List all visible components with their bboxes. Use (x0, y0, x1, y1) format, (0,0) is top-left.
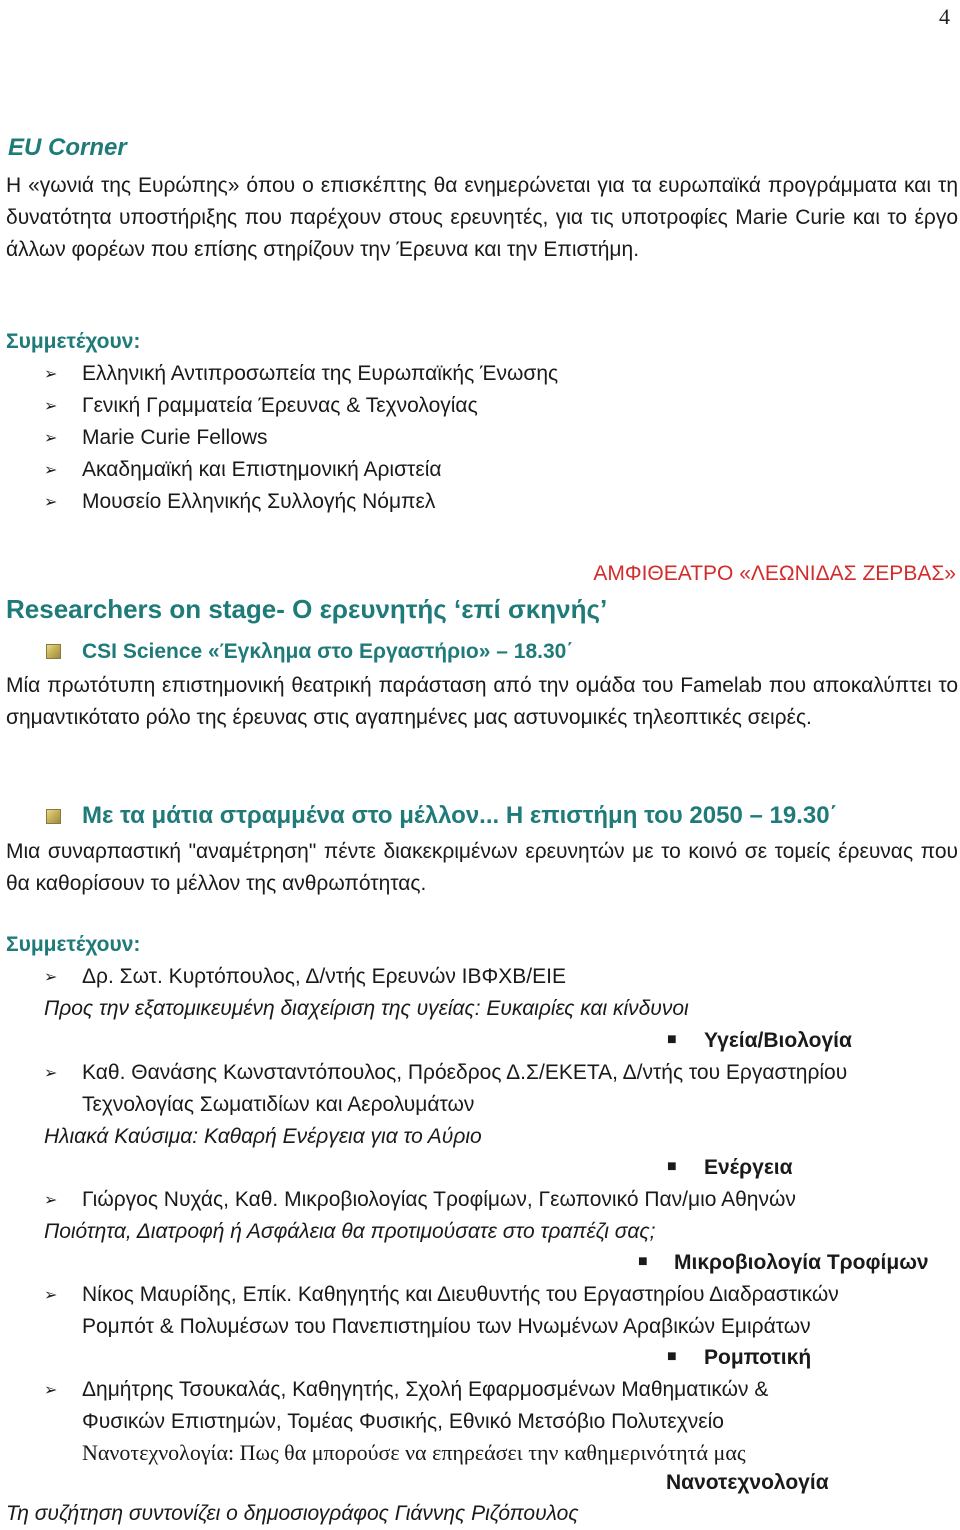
speaker-4-field: Ρομποτική (704, 1346, 812, 1369)
square-bullet-icon: ■ (667, 1031, 677, 1048)
eu-participant-5: Μουσείο Ελληνικής Συλλογής Νόμπελ (82, 490, 436, 513)
event1-description: Μία πρωτότυπη επιστημονική θεατρική παράσταση από την ομάδα του Famelab που αποκαλύπτει το σημαντικότατο ρόλο της έρευνας στις αγαπημένες μας αστυνομικές τηλεοπτικές σειρές. (6, 674, 958, 729)
arrow-bullet-icon: ➢ (44, 494, 58, 511)
speaker-2-field: Ενέργεια (704, 1156, 793, 1179)
arrow-bullet-icon: ➢ (44, 398, 58, 415)
speaker-3-field: Μικροβιολογία Τροφίμων (674, 1251, 929, 1274)
speaker-1-topic: Προς την εξατομικευμένη διαχείριση της υγείας: Ευκαιρίες και κίνδυνοι (44, 997, 689, 1020)
speaker-5-name-line2: Φυσικών Επιστημών, Τομέας Φυσικής, Εθνικό Μετσόβιο Πολυτεχνείο (82, 1410, 724, 1433)
arrow-bullet-icon: ➢ (44, 430, 58, 447)
square-bullet-icon: ■ (667, 1348, 677, 1365)
square-bullet-icon (46, 809, 61, 824)
arrow-bullet-icon: ➢ (44, 462, 58, 479)
speaker-4-name-line1: Νίκος Μαυρίδης, Επίκ. Καθηγητής και Διευθυντής του Εργαστηρίου Διαδραστικών (82, 1283, 839, 1306)
arrow-bullet-icon: ➢ (44, 969, 58, 986)
eu-participant-3: Marie Curie Fellows (82, 426, 268, 449)
speaker-1-name: Δρ. Σωτ. Κυρτόπουλος, Δ/ντής Ερευνών ΙΒΦΧΒ/ΕΙΕ (82, 965, 566, 988)
speaker-2-topic: Ηλιακά Καύσιμα: Καθαρή Ενέργεια για το Αύριο (44, 1125, 482, 1148)
speaker-5-field: Νανοτεχνολογία (666, 1471, 829, 1494)
speaker-3-name: Γιώργος Νυχάς, Καθ. Μικροβιολογίας Τροφίμων, Γεωπονικό Παν/μιο Αθηνών (82, 1188, 796, 1211)
eu-corner-title: EU Corner (8, 134, 127, 161)
arrow-bullet-icon: ➢ (44, 366, 58, 383)
eu-participant-2: Γενική Γραμματεία Έρευνας & Τεχνολογίας (82, 394, 478, 417)
eu-participant-4: Ακαδημαϊκή και Επιστημονική Αριστεία (82, 458, 442, 481)
speaker-1-field: Υγεία/Βιολογία (704, 1029, 852, 1052)
speaker-3-topic: Ποιότητα, Διατροφή ή Ασφάλεια θα προτιμούσατε στο τραπέζι σας; (44, 1220, 656, 1243)
eu-participant-1: Ελληνική Αντιπροσωπεία της Ευρωπαϊκής Ένωσης (82, 362, 559, 385)
arrow-bullet-icon: ➢ (44, 1192, 58, 1209)
speakers-label: Συμμετέχουν: (6, 933, 141, 956)
arrow-bullet-icon: ➢ (44, 1065, 58, 1082)
speaker-2-name-line2: Τεχνολογίας Σωματιδίων και Αερολυμάτων (82, 1093, 475, 1116)
speaker-4-name-line2: Ρομπότ & Πολυμέσων του Πανεπιστημίου των Ηνωμένων Αραβικών Εμιράτων (82, 1315, 811, 1338)
speaker-2-name-line1: Καθ. Θανάσης Κωνσταντόπουλος, Πρόεδρος Δ.Σ/ΕΚΕΤΑ, Δ/ντής του Εργαστηρίου (82, 1061, 848, 1084)
square-bullet-icon (46, 644, 61, 659)
speaker-5-name-line1: Δημήτρης Τσουκαλάς, Καθηγητής, Σχολή Εφαρμοσμένων Μαθηματικών & (82, 1378, 769, 1401)
speaker-5-topic: Νανοτεχνολογία: Πως θα μπορούσε να επηρεάσει την καθημερινότητά μας (82, 1440, 746, 1465)
venue-title: ΑΜΦΙΘΕΑΤΡΟ «ΛΕΩΝΙΔΑΣ ΖΕΡΒΑΣ» (593, 562, 956, 585)
event1-title: CSI Science «Έγκλημα στο Εργαστήριο» – 18.30΄ (82, 640, 574, 663)
square-bullet-icon: ■ (667, 1158, 677, 1175)
event2-title: Με τα μάτια στραμμένα στο μέλλον... Η επιστήμη του 2050 – 19.30΄ (82, 802, 838, 829)
square-bullet-icon: ■ (638, 1253, 648, 1270)
page-number: 4 (939, 4, 950, 29)
eu-corner-intro: Η «γωνιά της Ευρώπης» όπου ο επισκέπτης θα ενημερώνεται για τα ευρωπαϊκά προγράμματα και τη δυνατότητα υποστήριξης που παρέχουν στους ερευνητές, για τις υποτροφίες Marie Curie και το έργο άλλων φορέων που επίσης στηρίζουν την Έρευνα και την Επιστήμη. (6, 174, 958, 261)
moderator-note: Τη συζήτηση συντονίζει ο δημοσιογράφος Γιάννης Ριζόπουλος (6, 1502, 579, 1525)
researchers-title: Researchers on stage- Ο ερευνητής ‘επί σκηνής’ (6, 594, 608, 624)
arrow-bullet-icon: ➢ (44, 1287, 58, 1304)
eu-participants-label: Συμμετέχουν: (6, 330, 141, 353)
arrow-bullet-icon: ➢ (44, 1382, 58, 1399)
event2-description: Μια συναρπαστική "αναμέτρηση" πέντε διακεκριμένων ερευνητών με το κοινό σε τομείς έρευνας που θα καθορίσουν το μέλλον της ανθρωπότητας. (6, 840, 958, 895)
